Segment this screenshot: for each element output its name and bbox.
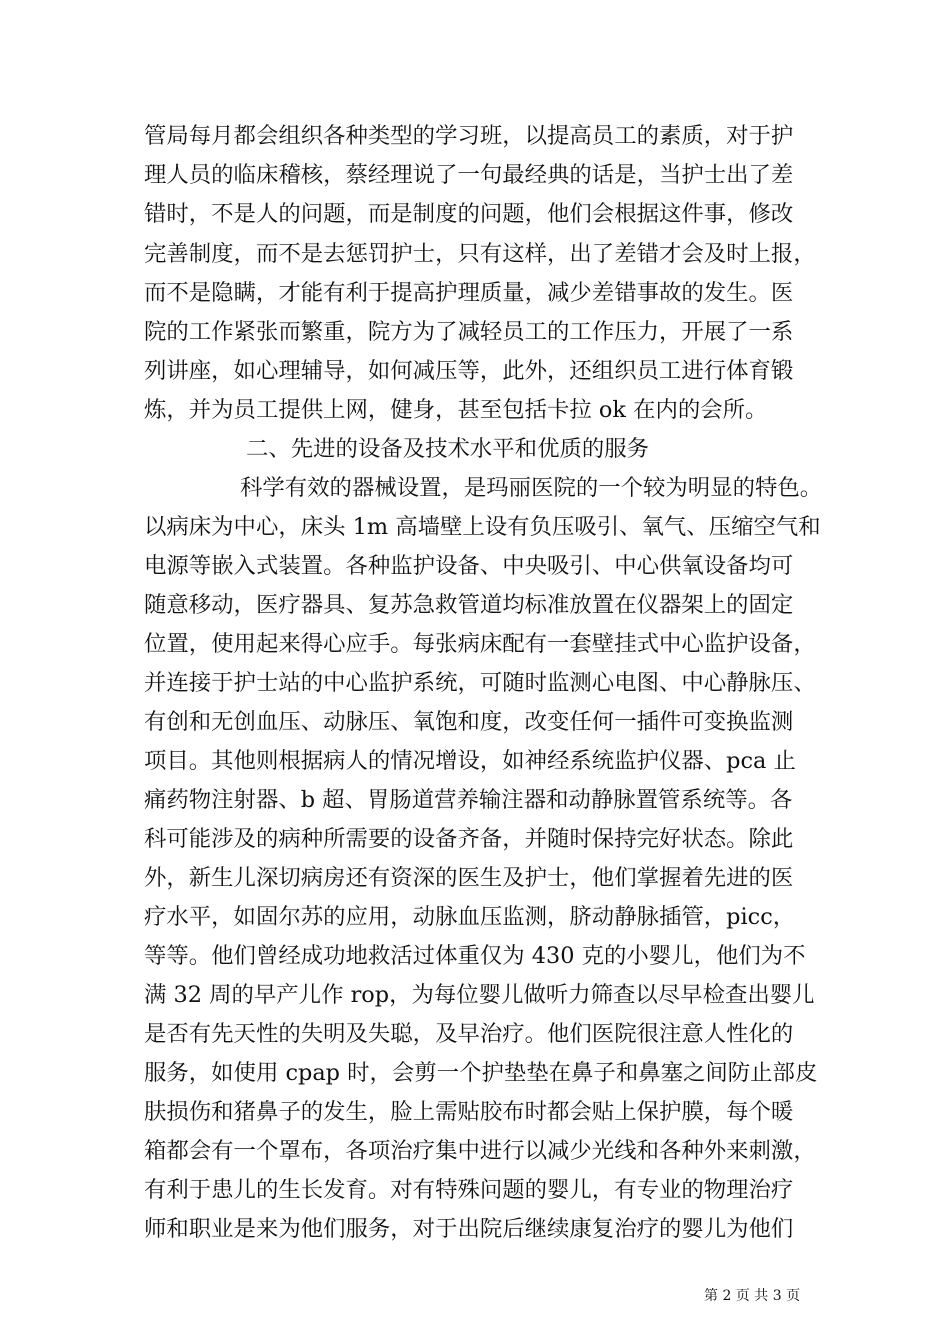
body-line-5: 而不是隐瞒，才能有利于提高护理质量，减少差错事故的发生。医 — [144, 280, 794, 306]
body-line-25: 服务，如使用 cpap 时，会剪一个护垫垫在鼻子和鼻塞之间防止部皮 — [144, 1060, 818, 1086]
body-line-15: 并连接于护士站的中心监护系统，可随时监测心电图、中心静脉压、 — [144, 670, 816, 696]
body-line-8: 炼，并为员工提供上网，健身，甚至包括卡拉 ok 在内的会所。 — [144, 397, 768, 423]
body-line-19: 科可能涉及的病种所需要的设备齐备，并随时保持完好状态。除此 — [144, 826, 794, 852]
body-line-21: 疗水平，如固尔苏的应用，动脉血压监测，脐动静脉插管，picc， — [144, 904, 796, 930]
body-line-20: 外，新生儿深切病房还有资深的医生及护士，他们掌握着先进的医 — [144, 865, 794, 891]
body-line-7: 列讲座，如心理辅导，如何减压等，此外，还组织员工进行体育锻 — [144, 358, 794, 384]
body-line-2: 理人员的临床稽核，蔡经理说了一句最经典的话是，当护士出了差 — [144, 162, 794, 188]
body-line-23: 满 32 周的早产儿作 rop，为每位婴儿做听力筛查以尽早检查出婴儿 — [144, 982, 815, 1008]
body-line-1: 管局每月都会组织各种类型的学习班，以提高员工的素质，对于护 — [144, 123, 794, 149]
body-line-28: 有利于患儿的生长发育。对有特殊问题的婴儿，有专业的物理治疗 — [144, 1177, 794, 1203]
body-line-12: 电源等嵌入式装置。各种监护设备、中央吸引、中心供氧设备均可 — [144, 553, 794, 579]
body-line-14: 位置，使用起来得心应手。每张病床配有一套壁挂式中心监护设备， — [144, 631, 816, 657]
paragraph-first-line: 科学有效的器械设置，是玛丽医院的一个较为明显的特色。 — [240, 475, 823, 501]
body-line-6: 院的工作紧张而繁重，院方为了减轻员工的工作压力，开展了一系 — [144, 319, 794, 345]
body-line-11: 以病床为中心，床头 1m 高墙壁上设有负压吸引、氧气、压缩空气和 — [144, 514, 821, 540]
body-line-18: 痛药物注射器、b 超、胃肠道营养输注器和动静脉置管系统等。各 — [144, 787, 793, 813]
page-number-footer: 第 2 页 共 3 页 — [704, 1288, 801, 1304]
section-heading: 二、先进的设备及技术水平和优质的服务 — [246, 436, 650, 462]
body-line-3: 错时，不是人的问题，而是制度的问题，他们会根据这件事，修改 — [144, 201, 794, 227]
body-line-16: 有创和无创血压、动脉压、氧饱和度，改变任何一插件可变换监测 — [144, 709, 794, 735]
body-line-13: 随意移动，医疗器具、复苏急救管道均标准放置在仪器架上的固定 — [144, 592, 794, 618]
body-line-24: 是否有先天性的失明及失聪，及早治疗。他们医院很注意人性化的 — [144, 1021, 794, 1047]
body-line-26: 肤损伤和猪鼻子的发生，脸上需贴胶布时都会贴上保护膜，每个暖 — [144, 1099, 794, 1125]
body-line-17: 项目。其他则根据病人的情况增设，如神经系统监护仪器、pca 止 — [144, 748, 796, 774]
body-line-22: 等等。他们曾经成功地救活过体重仅为 430 克的小婴儿，他们为不 — [144, 943, 806, 969]
body-line-27: 箱都会有一个罩布，各项治疗集中进行以减少光线和各种外来刺激， — [144, 1138, 816, 1164]
body-line-29: 师和职业是来为他们服务，对于出院后继续康复治疗的婴儿为他们 — [144, 1216, 794, 1242]
body-line-4: 完善制度，而不是去惩罚护士，只有这样，出了差错才会及时上报， — [144, 241, 816, 267]
